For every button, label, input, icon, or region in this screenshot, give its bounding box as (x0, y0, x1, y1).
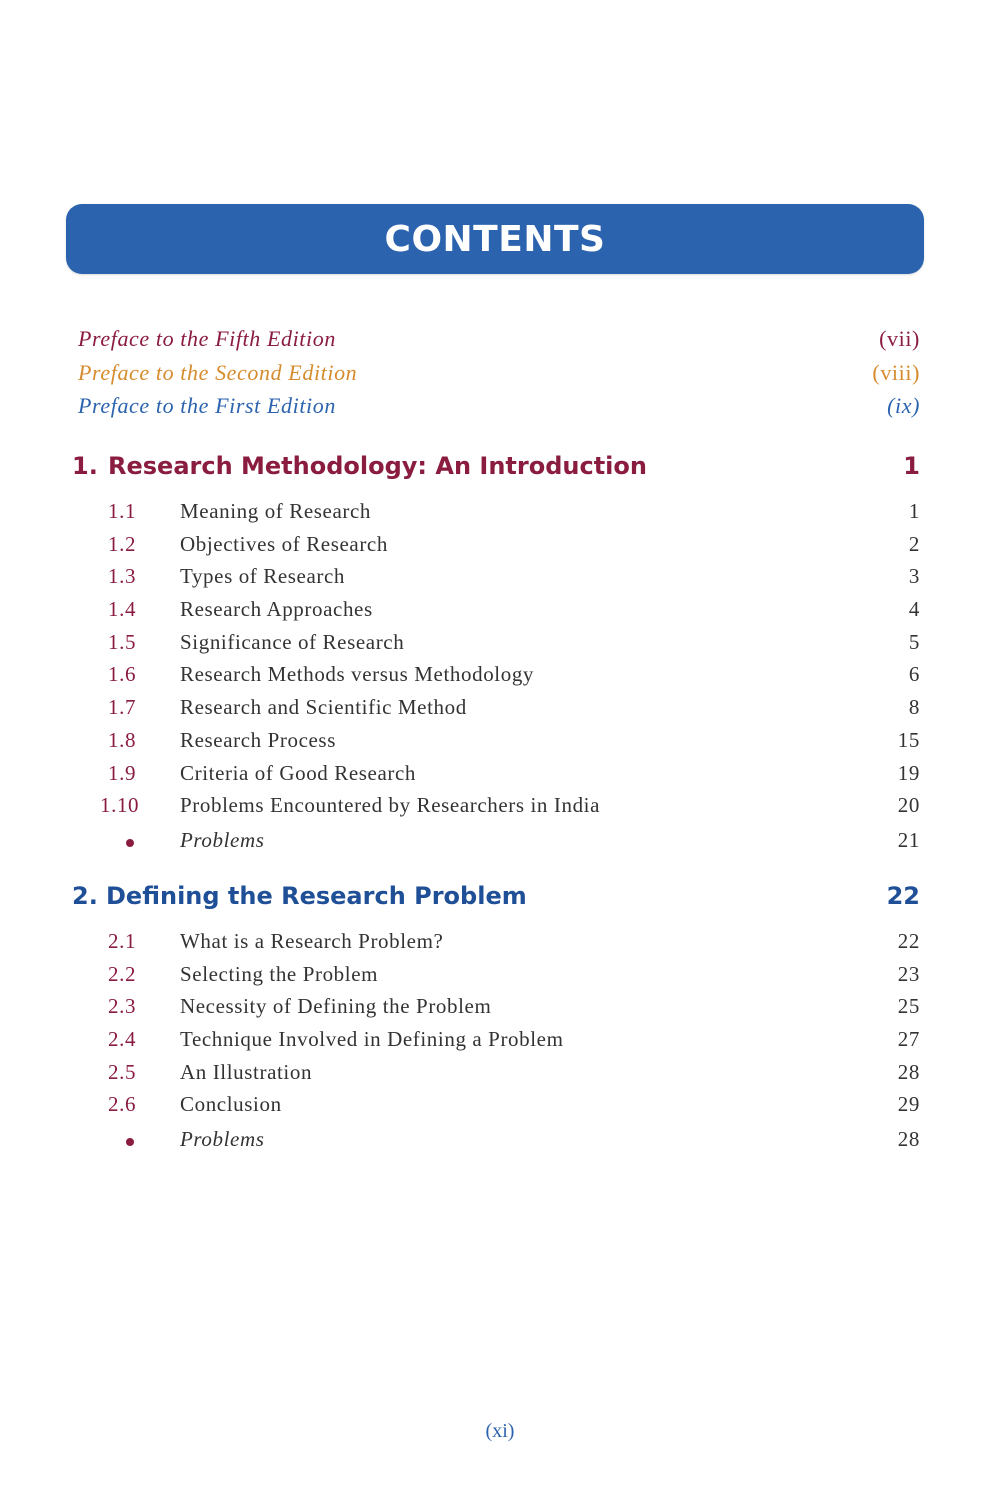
section-entry[interactable] (72, 962, 920, 995)
section-page: 19 (897, 760, 920, 785)
section-list (72, 499, 920, 859)
section-number: 1.2 (108, 531, 137, 556)
preface-entry[interactable] (78, 393, 920, 427)
page-title: CONTENTS (384, 218, 606, 260)
section-title: Selecting the Problem (180, 961, 379, 986)
section-page: 28 (897, 1059, 920, 1084)
section-title: Research Process (180, 727, 336, 752)
section-page: 27 (897, 1027, 920, 1052)
section-number: 1.7 (108, 695, 137, 720)
section-page: 25 (897, 994, 920, 1019)
section-entry[interactable] (72, 793, 920, 826)
chapter-title: Defining the Research Problem (106, 882, 527, 910)
chapter-heading[interactable] (72, 452, 920, 497)
preface-page: (ix) (887, 393, 920, 418)
section-title: Necessity of Defining the Problem (180, 994, 492, 1019)
preface-entry[interactable] (78, 360, 920, 394)
section-entry[interactable] (72, 630, 920, 663)
section-number: 2.6 (108, 1092, 137, 1117)
section-title: Technique Involved in Defining a Problem (180, 1027, 564, 1052)
section-number: 2.2 (108, 961, 137, 986)
section-page: 29 (897, 1092, 920, 1117)
problems-page: 21 (897, 828, 920, 853)
section-entry[interactable] (72, 994, 920, 1027)
section-page: 22 (897, 929, 920, 953)
chapter-page: 22 (886, 882, 920, 910)
section-number: 1.8 (108, 727, 137, 752)
section-number: 1.4 (108, 597, 137, 622)
section-entry[interactable] (72, 761, 920, 794)
chapter-number: 1. (72, 452, 98, 480)
section-page: 5 (908, 629, 920, 654)
section-entry[interactable] (72, 499, 920, 532)
section-entry[interactable] (72, 929, 920, 962)
section-title: Objectives of Research (180, 531, 388, 556)
section-title: Research and Scientific Method (180, 695, 467, 720)
section-page: 23 (897, 961, 920, 986)
section-entry[interactable] (72, 1027, 920, 1060)
section-page: 3 (908, 564, 920, 589)
section-page: 1 (908, 499, 920, 523)
section-entry[interactable] (72, 1092, 920, 1125)
section-page: 4 (908, 597, 920, 622)
section-entry[interactable] (72, 564, 920, 597)
page-folio: (xi) (485, 1420, 515, 1442)
bullet-icon (72, 826, 158, 859)
section-number: 1.10 (100, 793, 140, 818)
preface-entry[interactable] (78, 326, 920, 360)
section-page: 20 (897, 793, 920, 818)
section-page: 8 (908, 695, 920, 720)
problems-title: Problems (180, 1127, 265, 1152)
chapter-title: Research Methodology: An Introduction (108, 452, 647, 480)
section-title: Problems Encountered by Researchers in India (180, 793, 601, 818)
section-page: 2 (908, 531, 920, 556)
section-page: 15 (897, 727, 920, 752)
section-number: 1.6 (108, 662, 137, 687)
preface-title: Preface to the Fifth Edition (78, 326, 336, 351)
section-title: Research Approaches (180, 597, 373, 622)
section-entry[interactable] (72, 728, 920, 761)
section-entry[interactable] (72, 662, 920, 695)
section-number: 1.9 (108, 760, 137, 785)
contents-banner (66, 204, 924, 274)
section-number: 1.1 (108, 499, 137, 523)
section-title: Types of Research (180, 564, 346, 589)
section-number: 1.5 (108, 629, 137, 654)
section-number: 2.3 (108, 994, 137, 1019)
preface-title: Preface to the First Edition (78, 393, 336, 418)
section-title: Significance of Research (180, 629, 405, 654)
section-title: What is a Research Problem? (180, 929, 444, 953)
chapter-2 (72, 882, 920, 1158)
preface-page: (vii) (879, 326, 920, 351)
section-title: Conclusion (180, 1092, 282, 1117)
section-number: 2.5 (108, 1059, 137, 1084)
preface-title: Preface to the Second Edition (78, 359, 358, 385)
problems-entry[interactable] (72, 826, 920, 859)
problems-title: Problems (180, 828, 265, 853)
section-title: Research Methods versus Methodology (180, 662, 535, 687)
preface-page: (viii) (872, 359, 920, 385)
section-list (72, 929, 920, 1158)
chapter-1 (72, 452, 920, 859)
problems-entry[interactable] (72, 1125, 920, 1158)
section-number: 2.4 (108, 1027, 137, 1052)
section-entry[interactable] (72, 1060, 920, 1093)
section-number: 2.1 (108, 929, 137, 953)
section-entry[interactable] (72, 695, 920, 728)
section-title: Criteria of Good Research (180, 760, 417, 785)
section-title: An Illustration (180, 1059, 313, 1084)
section-page: 6 (908, 662, 920, 687)
bullet-icon (72, 1125, 158, 1158)
section-title: Meaning of Research (180, 499, 371, 523)
chapter-page: 1 (903, 452, 920, 480)
preface-list (78, 326, 920, 427)
section-number: 1.3 (108, 564, 137, 589)
section-entry[interactable] (72, 532, 920, 565)
problems-page: 28 (897, 1127, 920, 1152)
chapter-number: 2. (72, 882, 98, 910)
section-entry[interactable] (72, 597, 920, 630)
chapter-heading[interactable] (72, 882, 920, 927)
